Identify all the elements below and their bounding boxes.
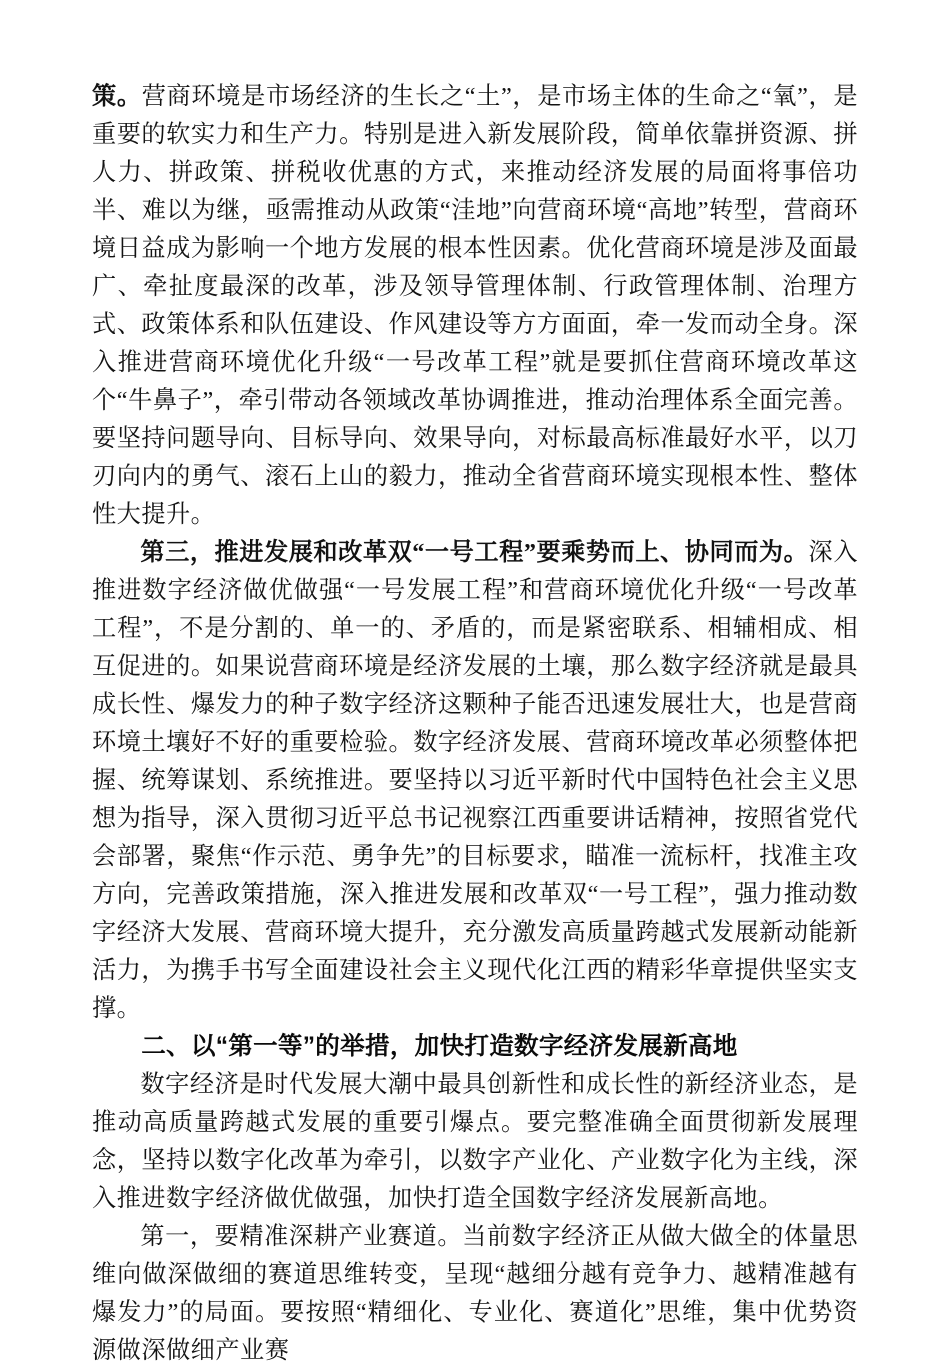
paragraph-lead-bold: 第三，推进发展和改革双“一号工程”要乘势而上、协同而为。	[140, 539, 809, 566]
paragraph-continuation	[92, 78, 858, 534]
paragraph-digital-economy-intro	[92, 1066, 858, 1218]
paragraph-point-one	[92, 1218, 858, 1370]
paragraph-lead-bold: 策。	[92, 83, 142, 110]
paragraph-text: 营商环境是市场经济的生长之“土”，是市场主体的生命之“氧”，是重要的软实力和生产力。特别是进入新发展阶段，简单依靠拼资源、拼人力、拼政策、拼税收优惠的方式，来推动经济发展的局面将事倍功半、难以为继，亟需推动从政策“洼地”向营商环境“高地”转型，营商环境日益成为影响一个地方发展的根本性因素。优化营商环境是涉及面最广、牵扯度最深的改革，涉及领导管理体制、行政管理体制、治理方式、政策体系和队伍建设、作风建设等方方面面，牵一发而动全身。深入推进营商环境优化升级“一号改革工程”就是要抓住营商环境改革这个“牛鼻子”，牵引带动各领域改革协调推进，推动治理体系全面完善。要坚持问题导向、目标导向、效果导向，对标最高标准最好水平，以刀刃向内的勇气、滚石上山的毅力，推动全省营商环境实现根本性、整体性大提升。	[92, 83, 859, 528]
section-heading-two: 二、以“第一等”的举措，加快打造数字经济发展新高地	[141, 1033, 738, 1060]
paragraph-text: 数字经济是时代发展大潮中最具创新性和成长性的新经济业态，是推动高质量跨越式发展的重要引爆点。要完整准确全面贯彻新发展理念，坚持以数字化改革为牵引，以数字产业化、产业数字化为主线，深入推进数字经济做优做强，加快打造全国数字经济发展新高地。	[92, 1071, 858, 1212]
paragraph-point-three	[92, 534, 858, 1028]
paragraph-text: 深入推进数字经济做优做强“一号发展工程”和营商环境优化升级“一号改革工程”，不是分割的、单一的、矛盾的，而是紧密联系、相辅相成、相互促进的。如果说营商环境是经济发展的土壤，那么数字经济就是最具成长性、爆发力的种子数字经济这颗种子能否迅速发展壮大，也是营商环境土壤好不好的重要检验。数字经济发展、营商环境改革必须整体把握、统筹谋划、系统推进。要坚持以习近平新时代中国特色社会主义思想为指导，深入贯彻习近平总书记视察江西重要讲话精神，按照省党代会部署，聚焦“作示范、勇争先”的目标要求，瞄准一流标杆，找准主攻方向，完善政策措施，深入推进发展和改革双“一号工程”，强力推动数字经济大发展、营商环境大提升，充分激发高质量跨越式发展新动能新活力，为携手书写全面建设社会主义现代化江西的精彩华章提供坚实支撑。	[92, 539, 859, 1022]
paragraph-text: 第一，要精准深耕产业赛道。当前数字经济正从做大做全的体量思维向做深做细的赛道思维转变，呈现“越细分越有竞争力、越精准越有爆发力”的局面。要按照“精细化、专业化、赛道化”思维，集中优势资源做深做细产业赛	[92, 1223, 858, 1364]
document-text-column	[92, 78, 858, 1370]
